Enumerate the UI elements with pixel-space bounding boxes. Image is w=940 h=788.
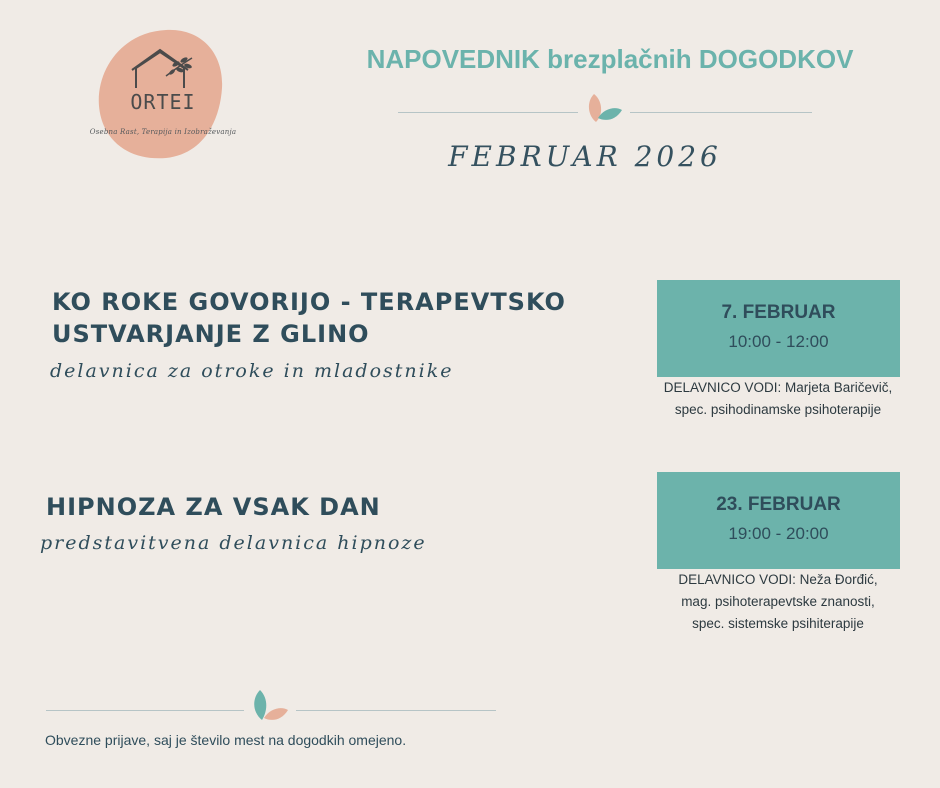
footer-divider-right	[296, 710, 496, 711]
event-1-title-line2: USTVARJANJE Z GLINO	[52, 320, 370, 348]
event-1-time: 10:00 - 12:00	[728, 332, 829, 351]
event-2-date-box	[657, 472, 900, 569]
event-2-title: HIPNOZA ZA VSAK DAN	[46, 493, 381, 521]
leaf-ornament-icon	[584, 92, 624, 126]
event-1-leader-line1: DELAVNICO VODI: Marjeta Baričevič,	[663, 380, 893, 395]
event-2-leader-line2: mag. psihoterapevtske znanosti,	[681, 594, 875, 609]
header-divider-right	[630, 112, 812, 113]
logo-wordmark: ORTEI	[130, 90, 196, 114]
event-1-leader	[648, 377, 908, 421]
event-2-leader-line1: DELAVNICO VODI: Neža Đorđić,	[678, 572, 878, 587]
event-2-subtitle: predstavitvena delavnica hipnoze	[40, 532, 427, 554]
event-2-leader-line3: spec. sistemske psihiterapije	[692, 616, 864, 631]
header-divider-left	[398, 112, 578, 113]
month-label: FEBRUAR 2026	[448, 140, 722, 173]
event-2-time: 19:00 - 20:00	[728, 524, 829, 543]
event-2-date: 23. FEBRUAR	[716, 494, 841, 515]
page-title: NAPOVEDNIK brezplačnih DOGODKOV	[366, 44, 854, 74]
event-1-title-line1: KO ROKE GOVORIJO - TERAPEVTSKO	[52, 288, 566, 316]
event-1-title	[52, 286, 566, 350]
ortei-logo	[78, 28, 248, 164]
house-icon	[130, 48, 194, 92]
event-2-leader	[648, 569, 908, 635]
event-1-subtitle: delavnica za otroke in mladostnike	[50, 360, 454, 382]
footer-divider-left	[46, 710, 244, 711]
footer-note: Obvezne prijave, saj je število mest na dogodkih omejeno.	[45, 732, 407, 748]
event-1-date-box	[657, 280, 900, 377]
event-1-date: 7. FEBRUAR	[721, 302, 836, 323]
leaf-ornament-icon	[248, 688, 290, 724]
logo-tagline: Osebna Rast, Terapija in Izobraževanja	[89, 128, 237, 136]
event-1-leader-line2: spec. psihodinamske psihoterapije	[674, 402, 882, 417]
